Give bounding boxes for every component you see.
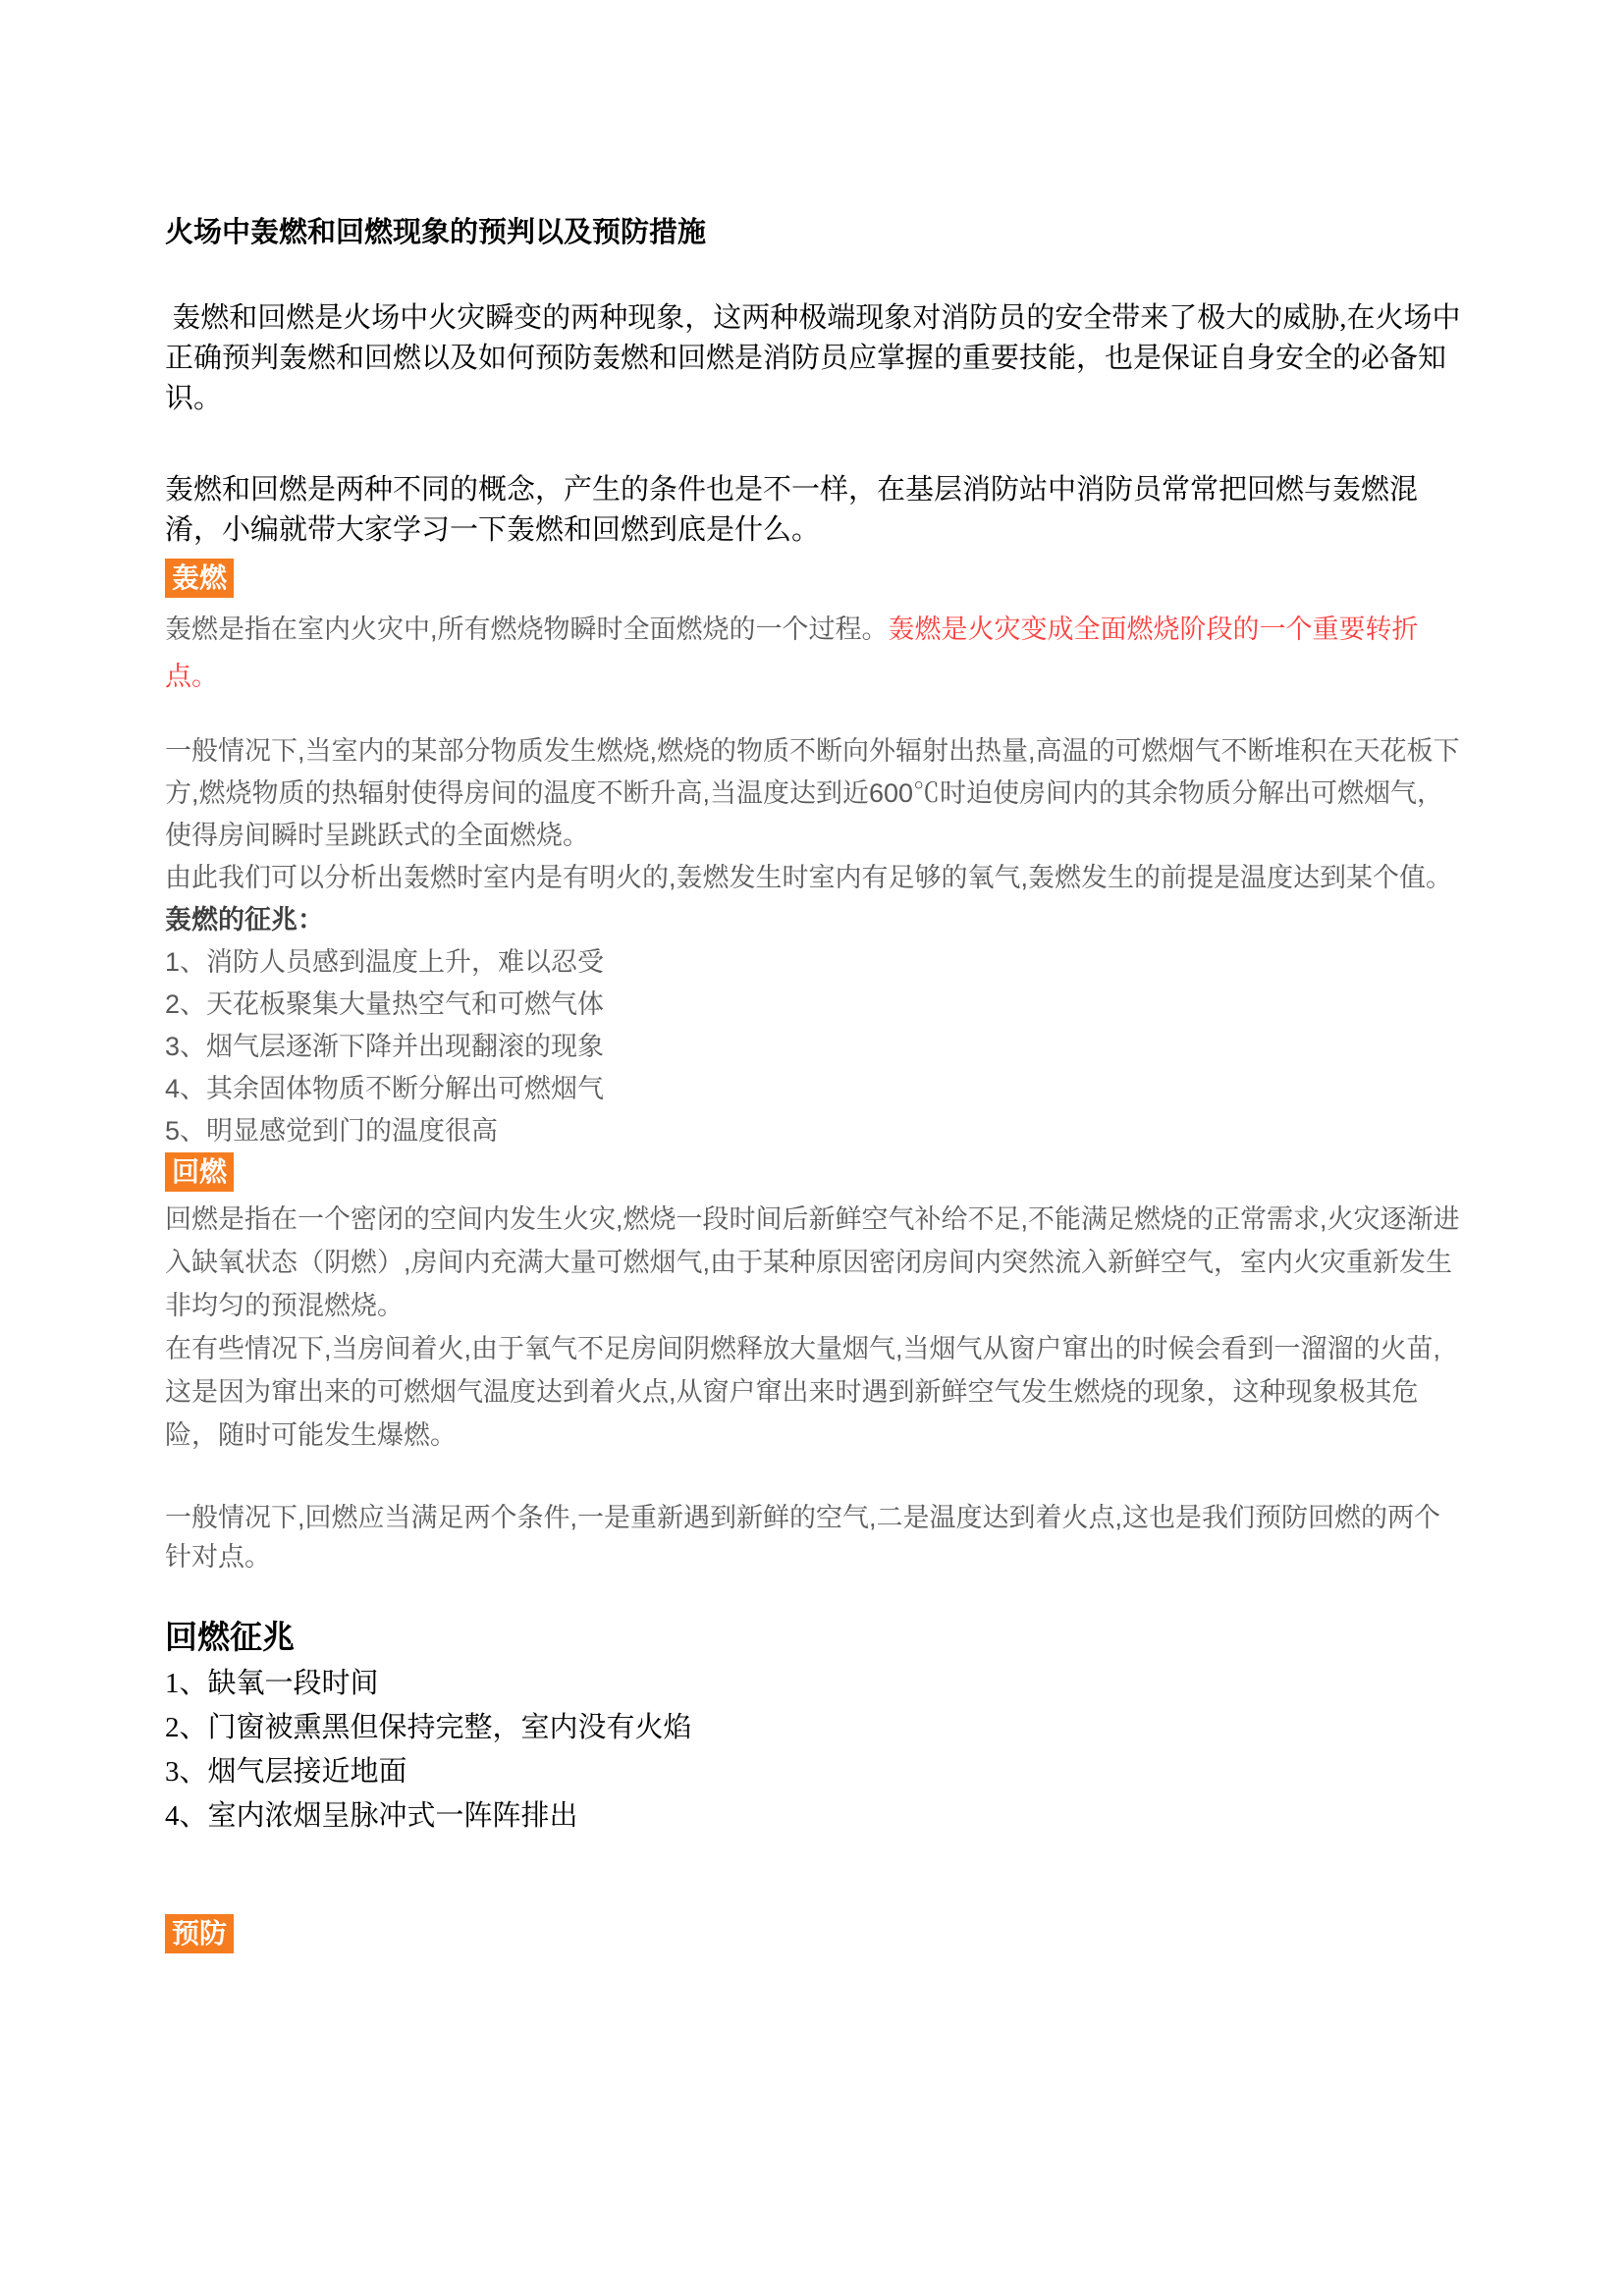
backdraft-sign-4: 4、室内浓烟呈脉冲式一阵阵排出: [165, 1800, 578, 1832]
backdraft-section: [165, 1152, 1461, 1192]
intro-paragraph-1: 轰燃和回燃是火场中火灾瞬变的两种现象，这两种极端现象对消防员的安全带来了极大的威胁,在火场中正确预判轰燃和回燃以及如何预防轰燃和回燃是消防员应掌握的重要技能，也是保证自身安全的必备知识。: [165, 302, 1461, 414]
flashover-tag: 轰燃: [165, 559, 234, 598]
backdraft-definition: 回燃是指在一个密闭的空间内发生火灾,燃烧一段时间后新鲜空气补给不足,不能满足燃烧的正常需求,火灾逐渐进入缺氧状态（阴燃）,房间内充满大量可燃烟气,由于某种原因密闭房间内突然流入新鲜空气，室内火灾重新发生非均匀的预混燃烧。: [165, 1204, 1460, 1320]
backdraft-sign-2: 2、门窗被熏黑但保持完整，室内没有火焰: [165, 1712, 692, 1743]
flashover-sign-4: 4、其余固体物质不断分解出可燃烟气: [165, 1074, 605, 1103]
flashover-sign-3: 3、烟气层逐渐下降并出现翻滚的现象: [165, 1032, 605, 1061]
flashover-sign-1: 1、消防人员感到温度上升，难以忍受: [165, 947, 605, 977]
backdraft-conditions: 一般情况下,回燃应当满足两个条件,一是重新遇到新鲜的空气,二是温度达到着火点,这也是我们预防回燃的两个针对点。: [165, 1503, 1441, 1572]
flashover-definition: [165, 606, 1461, 700]
doc-title: 火场中轰燃和回燃现象的预判以及预防措施: [165, 217, 707, 248]
flashover-signs-list: [165, 941, 1461, 1152]
prevention-tag: 预防: [165, 1914, 234, 1953]
flashover-sign-5: 5、明显感觉到门的温度很高: [165, 1116, 499, 1146]
intro-paragraph-2: 轰燃和回燃是两种不同的概念，产生的条件也是不一样，在基层消防站中消防员常常把回燃与轰燃混淆，小编就带大家学习一下轰燃和回燃到底是什么。: [165, 474, 1419, 546]
backdraft-signs-list: [165, 1662, 1461, 1839]
flashover-signs-heading: 轰燃的征兆：: [165, 905, 324, 934]
flashover-mechanism: 一般情况下,当室内的某部分物质发生燃烧,燃烧的物质不断向外辐射出热量,高温的可燃烟气不断堆积在天花板下方,燃烧物质的热辐射使得房间的温度不断升高,当温度达到近600℃时迫使房间内的其余物质分解出可燃烟气，使得房间瞬时呈跳跃式的全面燃烧。: [165, 736, 1460, 850]
flashover-definition-normal: 轰燃是指在室内火灾中,所有燃烧物瞬时全面燃烧的一个过程。: [165, 614, 889, 644]
backdraft-sign-3: 3、烟气层接近地面: [165, 1756, 407, 1788]
flashover-analysis: 由此我们可以分析出轰燃时室内是有明火的,轰燃发生时室内有足够的氧气,轰燃发生的前提是温度达到某个值。: [165, 863, 1453, 892]
backdraft-sign-1: 1、缺氧一段时间: [165, 1668, 379, 1699]
backdraft-tag: 回燃: [165, 1152, 234, 1192]
flashover-definition-red: 轰燃是火灾变成全面燃烧阶段的一个重要转折点。: [165, 614, 1419, 691]
backdraft-signs-heading: 回燃征兆: [165, 1621, 295, 1656]
flashover-section: [165, 559, 1461, 598]
flashover-sign-2: 2、天花板聚集大量热空气和可燃气体: [165, 989, 605, 1019]
backdraft-phenomenon: 在有些情况下,当房间着火,由于氧气不足房间阴燃释放大量烟气,当烟气从窗户窜出的时候会看到一溜溜的火苗,这是因为窜出来的可燃烟气温度达到着火点,从窗户窜出来时遇到新鲜空气发生燃烧的现象，这种现象极其危险，随时可能发生爆燃。: [165, 1334, 1441, 1450]
prevention-section: [165, 1914, 1461, 1953]
